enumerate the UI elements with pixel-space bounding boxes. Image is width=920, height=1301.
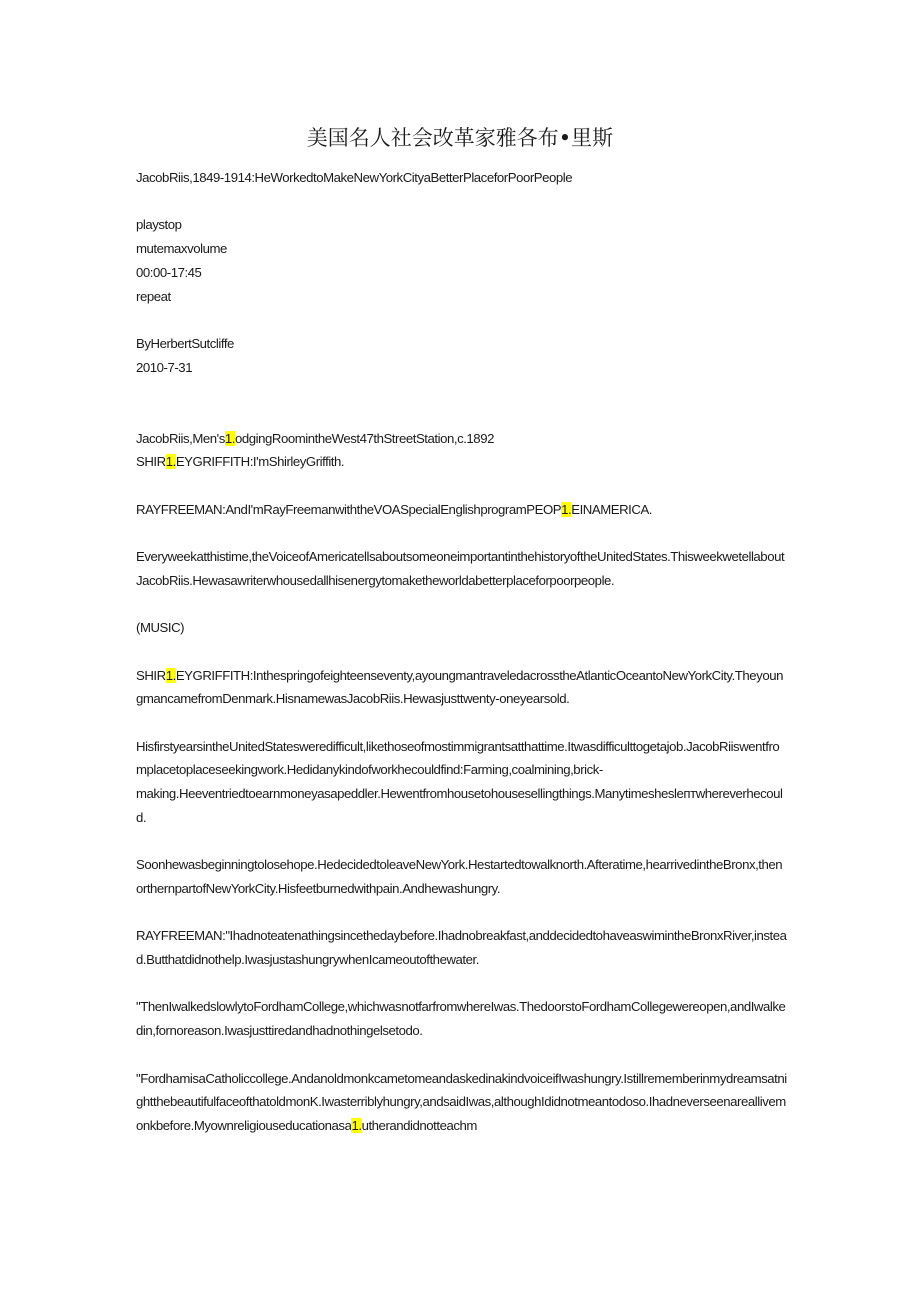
music-cue: (MUSIC) — [136, 620, 185, 636]
caption-before: JacobRiis,Men's — [136, 430, 225, 446]
player-play-stop: playstop — [136, 217, 182, 233]
photo-caption — [136, 427, 788, 451]
speaker-before: RAYFREEMAN:AndI'mRayFreemanwiththeVOASpecialEnglishprogramPEOP — [136, 501, 562, 517]
speaker-after: EYGRIFFITH:I'mShirleyGriffith. — [175, 454, 345, 470]
paragraph-monk-continued: utherandidnotteachm — [361, 1117, 477, 1133]
speaker-before: SHIR — [136, 454, 166, 470]
paragraph-spring — [136, 664, 788, 711]
intro-shirley — [136, 450, 788, 474]
paragraph-monk — [136, 1067, 788, 1138]
highlight-mark: 1. — [561, 501, 572, 517]
speaker-before: SHIR — [136, 667, 166, 683]
highlight-mark: 1. — [224, 430, 235, 446]
article-subtitle: JacobRiis,1849-1914:HeWorkedtoMakeNewYorkCityaBetterPlaceforPoorPeople — [136, 170, 573, 185]
document-title: 美国名人社会改革家雅各布•里斯 — [306, 126, 614, 150]
byline-author: ByHerbertSutcliffe — [136, 335, 234, 351]
paragraph-ray-quote: RAYFREEMAN:"Ihadnoteatenathingsincethedaybefore.Ihadnobreakfast,anddecidedtohaveaswimintheBronxRiver,instead.Butthatdidnothelp.IwasjustashungrywhenIcameoutofthewater. — [136, 928, 787, 968]
caption-after: odgingRoomintheWest47thStreetStation,c.1892 — [234, 430, 494, 446]
paragraph-spring-text: EYGRIFFITH:Inthespringofeighteenseventy,ayoungmantraveledacrosstheAtlanticOceantoNewYorkCity.TheyoungmancamefromDenmark.HisnamewasJacobRiis.Hewasjusttwenty-oneyearsold. — [136, 667, 783, 707]
spacer — [136, 379, 788, 426]
speaker-after: EINAMERICA. — [571, 501, 653, 517]
intro-ray — [136, 498, 788, 522]
paragraph-first-years — [136, 735, 788, 830]
player-repeat: repeat — [136, 288, 171, 304]
byline-date: 2010-7-31 — [136, 359, 193, 375]
paragraph-every-week: Everyweekatthistime,theVoiceofAmericatellsaboutsomeoneimportantinthehistoryoftheUnitedStates.ThisweekwetellaboutJacobRiis.Hewasawriterwhousedallhisenergytomaketheworldabetterplaceforpoorpeople. — [136, 549, 785, 588]
document-body — [136, 166, 788, 1161]
highlight-mark: 1. — [351, 1117, 362, 1133]
highlight-mark: 1. — [165, 667, 176, 683]
paragraph-monk-text: "FordhamisaCatholiccollege.AndanoldmonkcametomeandaskedinakindvoiceifIwashungry.IstillrememberinmydreamsatnightthebeautifulfaceofthatoldmonK.Iwasterriblyhungry,andsaidIwas,althoughIdidnotmeantodoso.Ihadneverseenareallivemonkbefore.Myownreligiouseducationasa — [136, 1070, 787, 1133]
paragraph-lose-hope: Soonhewasbeginningtolosehope.HedecidedtoleaveNewYork.Hestartedtowalknorth.Afteratime,hearrivedintheBronx,thenorthernpartofNewYorkCity.Hisfeetburnedwithpain.Andhewashungry. — [136, 857, 783, 896]
spacer — [136, 308, 788, 332]
player-time: 00:00-17:45 — [136, 264, 202, 280]
paragraph-fordham: "ThenIwalkedslowlytoFordhamCollege,whichwasnotfarfromwhereIwas.ThedoorstoFordhamCollegewereopen,andIwalkedin,fornoreason.Iwasjusttiredandhadnothingelsetodo. — [136, 999, 786, 1039]
highlight-mark: 1. — [165, 454, 176, 470]
paragraph-first-years-continuation: making.Heeventriedtoearnmoneyasapeddler.Hewentfromhousetohousesellingthings.Manytimesheslептwhereverhecould. — [136, 786, 783, 825]
paragraph-first-years-text: HisfirstyearsintheUnitedStatesweredifficult,likethoseofmostimmigrantsatthattime.Itwasdifficulttogetajob.JacobRiiswentfromplacetoplaceseekingwork.Hedidanykindofworkhecouldfind:Farming,coalmining,brick- — [136, 738, 780, 778]
spacer — [136, 190, 788, 214]
player-mute-volume: mutemaxvolume — [136, 241, 227, 257]
